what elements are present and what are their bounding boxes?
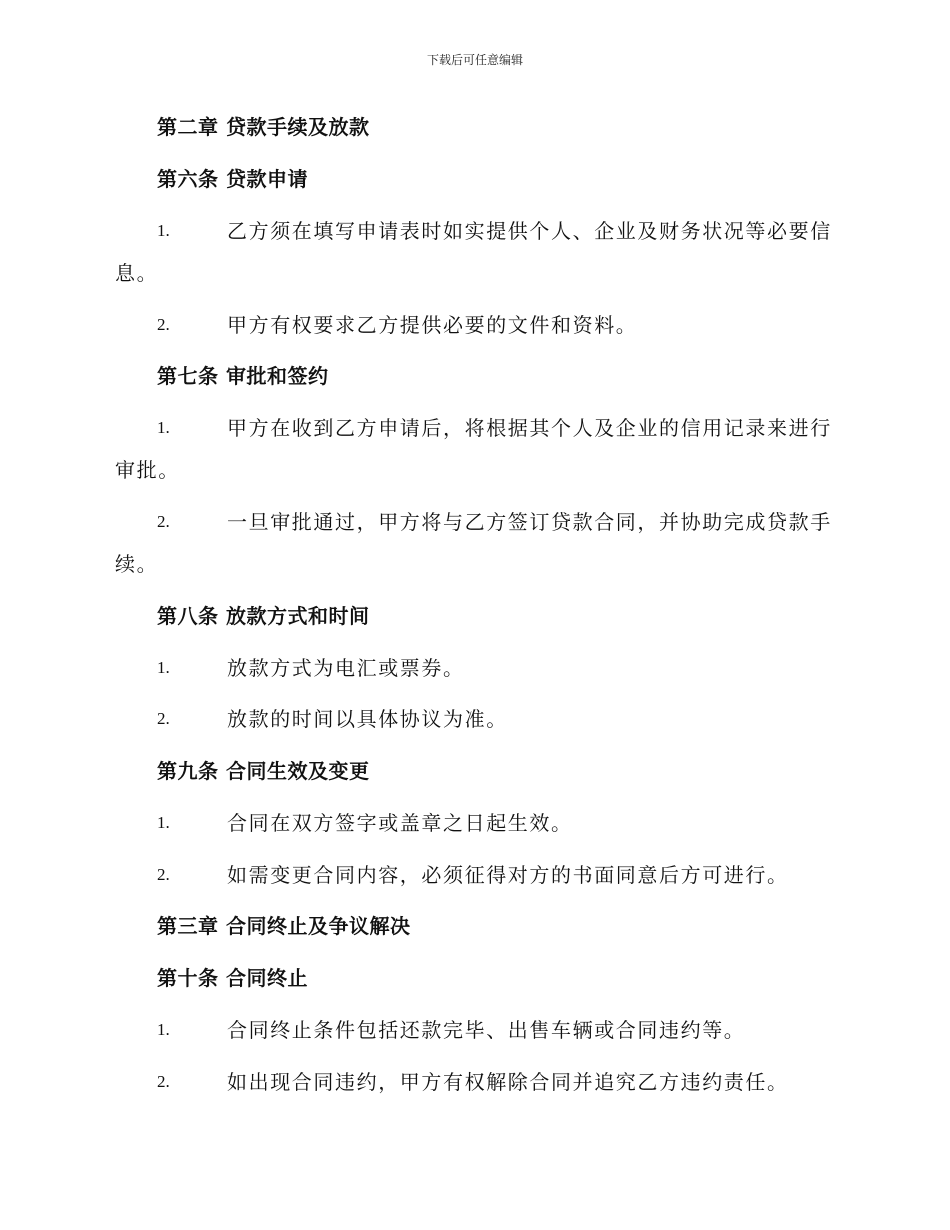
page-header: 下载后可任意编辑 bbox=[426, 53, 523, 67]
article-9-item-1-text: 合同在双方签字或盖章之日起生效。 bbox=[227, 811, 573, 835]
article-6-title: 第六条 贷款申请 bbox=[157, 167, 308, 191]
article-8-title: 第八条 放款方式和时间 bbox=[157, 604, 370, 628]
article-8-item-2-number: 2. bbox=[157, 709, 170, 728]
article-7-item-2-number: 2. bbox=[157, 512, 170, 531]
article-6-item-1-text: 乙方须在填写申请表时如实提供个人、企业及财务状况等必要信 bbox=[227, 219, 832, 243]
chapter-2-title: 第二章 贷款手续及放款 bbox=[157, 115, 370, 139]
article-10-item-1-number: 1. bbox=[157, 1020, 170, 1039]
article-6-item-2-text: 甲方有权要求乙方提供必要的文件和资料。 bbox=[227, 313, 638, 337]
article-6-item-1-continuation: 息。 bbox=[115, 261, 159, 285]
article-8-item-1-text: 放款方式为电汇或票券。 bbox=[227, 656, 465, 680]
article-7-item-1-continuation: 审批。 bbox=[115, 458, 180, 482]
article-6-item-1-number: 1. bbox=[157, 221, 170, 240]
article-9-title: 第九条 合同生效及变更 bbox=[157, 759, 370, 783]
article-9-item-1-number: 1. bbox=[157, 813, 170, 832]
article-10-item-2-number: 2. bbox=[157, 1072, 170, 1091]
article-7-item-1-number: 1. bbox=[157, 418, 170, 437]
article-9-item-2-number: 2. bbox=[157, 865, 170, 884]
article-8-item-1-number: 1. bbox=[157, 658, 170, 677]
article-7-item-2-text: 一旦审批通过，甲方将与乙方签订贷款合同，并协助完成贷款手 bbox=[227, 510, 832, 534]
article-8-item-2-text: 放款的时间以具体协议为准。 bbox=[227, 707, 508, 731]
chapter-3-title: 第三章 合同终止及争议解决 bbox=[157, 914, 411, 938]
article-10-title: 第十条 合同终止 bbox=[157, 966, 308, 990]
article-7-item-1-text: 甲方在收到乙方申请后，将根据其个人及企业的信用记录来进行 bbox=[227, 416, 832, 440]
article-10-item-2-text: 如出现合同违约，甲方有权解除合同并追究乙方违约责任。 bbox=[227, 1070, 789, 1094]
article-7-title: 第七条 审批和签约 bbox=[157, 364, 329, 388]
article-10-item-1-text: 合同终止条件包括还款完毕、出售车辆或合同违约等。 bbox=[227, 1018, 746, 1042]
article-7-item-2-continuation: 续。 bbox=[115, 552, 159, 576]
article-6-item-2-number: 2. bbox=[157, 315, 170, 334]
article-9-item-2-text: 如需变更合同内容，必须征得对方的书面同意后方可进行。 bbox=[227, 863, 789, 887]
